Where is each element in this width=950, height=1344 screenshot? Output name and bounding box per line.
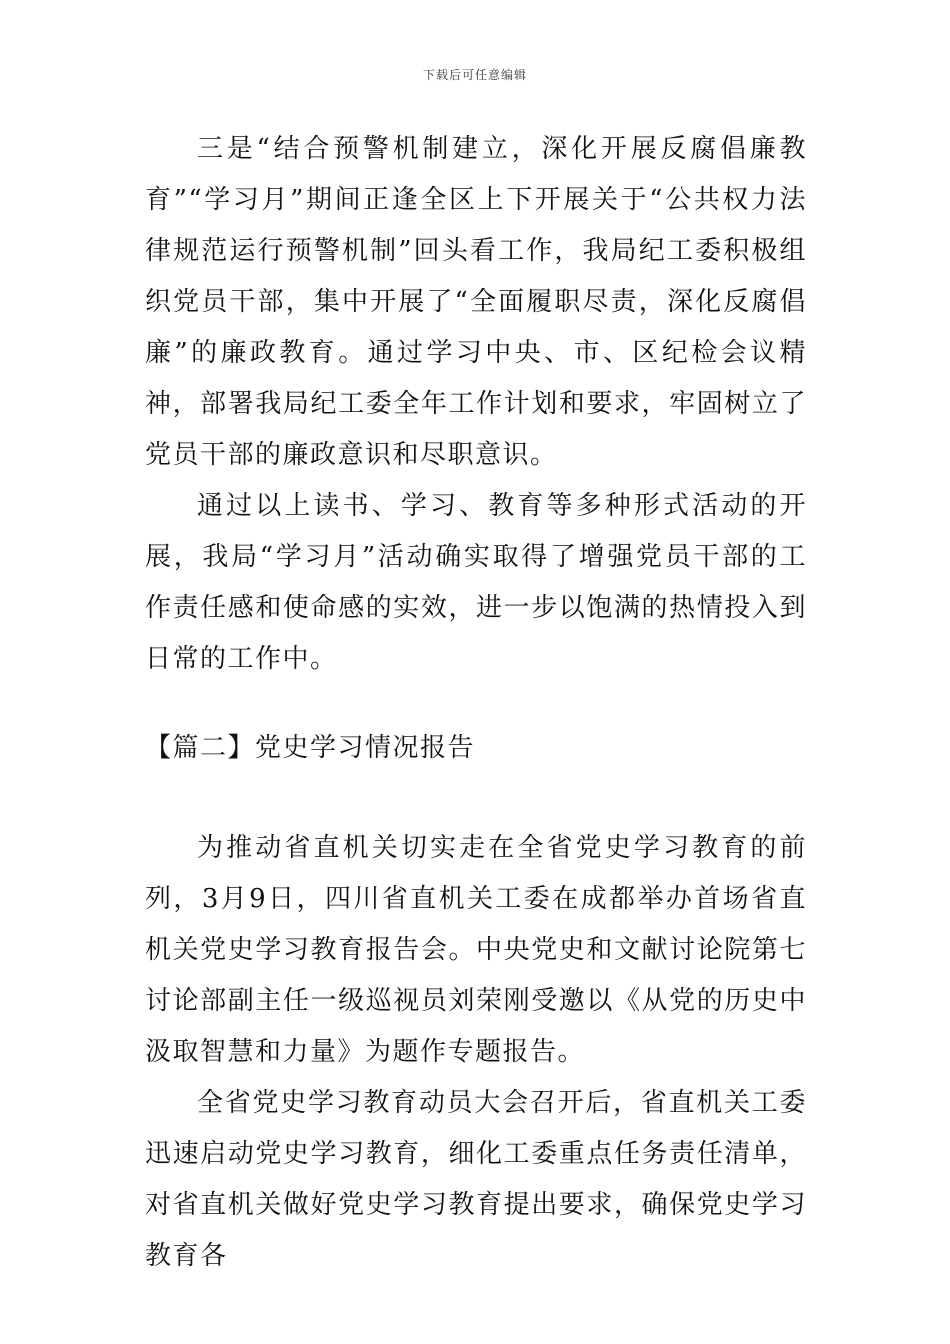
section-1-body (145, 124, 807, 685)
paragraph: 为推动省直机关切实走在全省党史学习教育的前列，3月9日，四川省直机关工委在成都举办首场省直机关党史学习教育报告会。中央党史和文献讨论院第七讨论部副主任一级巡视员刘荣刚受邀以《从党的历史中汲取智慧和力量》为题作专题报告。 (145, 833, 807, 1067)
section-2-heading: 【篇二】党史学习情况报告 (145, 733, 476, 763)
paragraph: 三是“结合预警机制建立，深化开展反腐倡廉教育”“学习月”期间正逢全区上下开展关于“公共权力法律规范运行预警机制”回头看工作，我局纪工委积极组织党员干部，集中开展了“全面履职尽责，深化反腐倡廉”的廉政教育。通过学习中央、市、区纪检会议精神，部署我局纪工委全年工作计划和要求，牢固树立了党员干部的廉政意识和尽职意识。 (145, 134, 807, 470)
paragraph: 通过以上读书、学习、教育等多种形式活动的开展，我局“学习月”活动确实取得了增强党员干部的工作责任感和使命感的实效，进一步以饱满的热情投入到日常的工作中。 (145, 491, 807, 674)
page-header-note: 下载后可任意编辑 (422, 68, 527, 82)
section-2-body (145, 823, 807, 1282)
paragraph: 全省党史学习教育动员大会召开后，省直机关工委迅速启动党史学习教育，细化工委重点任务责任清单，对省直机关做好党史学习教育提出要求，确保党史学习教育各 (145, 1088, 807, 1271)
